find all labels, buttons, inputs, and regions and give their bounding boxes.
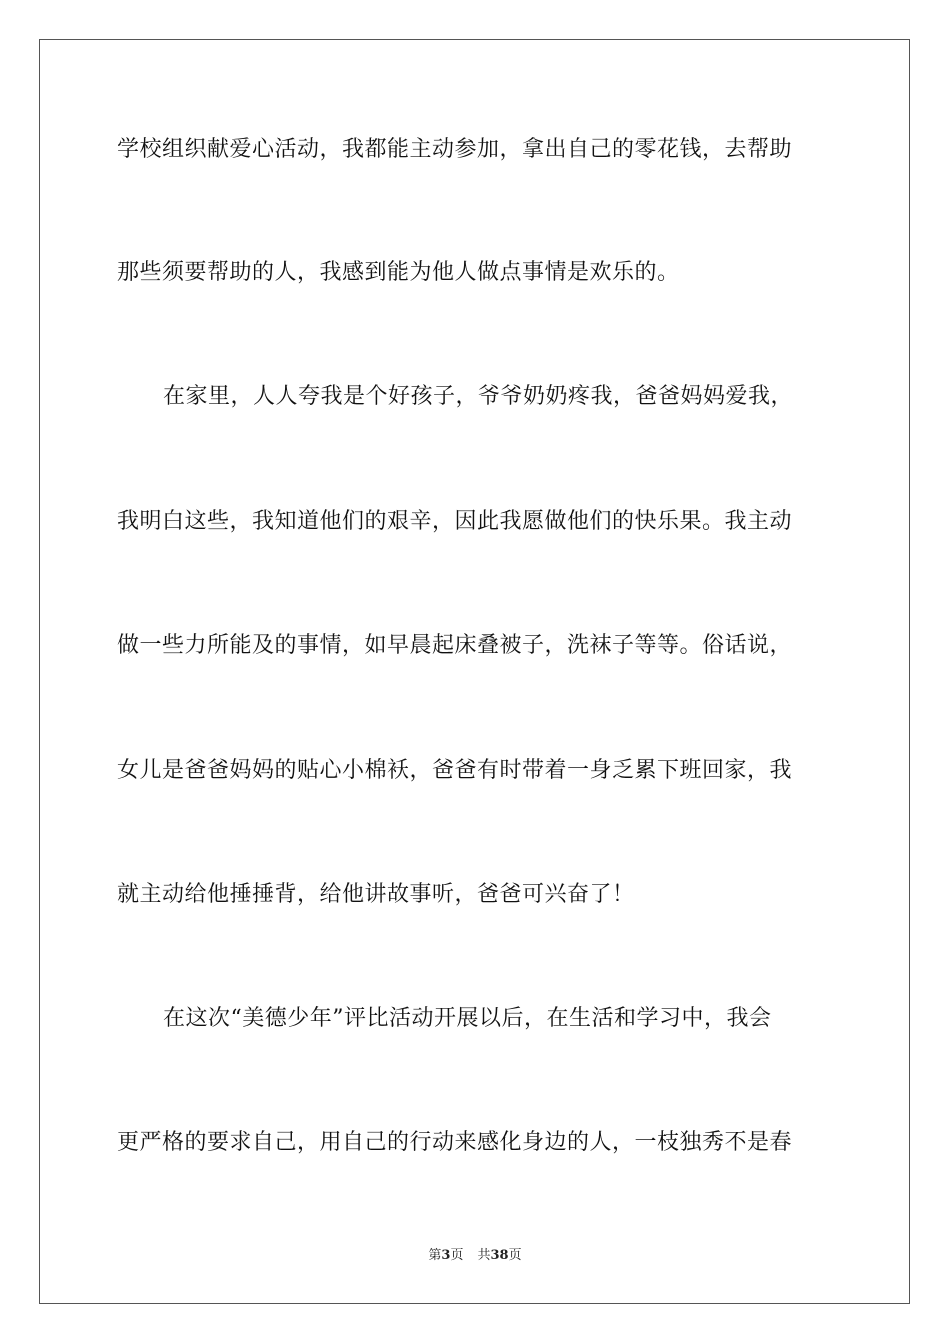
- text-line-4: 我明白这些，我知道他们的艰辛，因此我愿做他们的快乐果。我主动: [117, 509, 793, 534]
- total-prefix: 共: [477, 1248, 491, 1263]
- text-line-1: 学校组织献爱心活动，我都能主动参加，拿出自己的零花钱，去帮助: [117, 137, 793, 162]
- page-border: [39, 39, 910, 1304]
- text-line-6: 女儿是爸爸妈妈的贴心小棉袄，爸爸有时带着一身乏累下班回家，我: [117, 758, 793, 783]
- text-line-2: 那些须要帮助的人，我感到能为他人做点事情是欢乐的。: [117, 260, 680, 285]
- text-line-5: 做一些力所能及的事情，如早晨起床叠被子，洗袜子等等。俗话说，: [117, 633, 793, 658]
- page-footer: [0, 1247, 950, 1265]
- page-number: 3: [441, 1248, 451, 1263]
- total-pages: 38: [490, 1248, 509, 1263]
- total-suffix: 页: [508, 1248, 522, 1263]
- text-line-7: 就主动给他捶捶背，给他讲故事听，爸爸可兴奋了！: [117, 882, 635, 907]
- text-line-9: 更严格的要求自己，用自己的行动来感化身边的人，一枝独秀不是春: [117, 1130, 793, 1155]
- text-line-8-paragraph-start: 在这次“美德少年”评比活动开展以后，在生活和学习中，我会: [163, 1006, 772, 1031]
- page-suffix: 页: [450, 1248, 464, 1263]
- page-prefix: 第: [428, 1248, 442, 1263]
- text-line-3-paragraph-start: 在家里，人人夸我是个好孩子，爷爷奶奶疼我，爸爸妈妈爱我，: [163, 384, 794, 409]
